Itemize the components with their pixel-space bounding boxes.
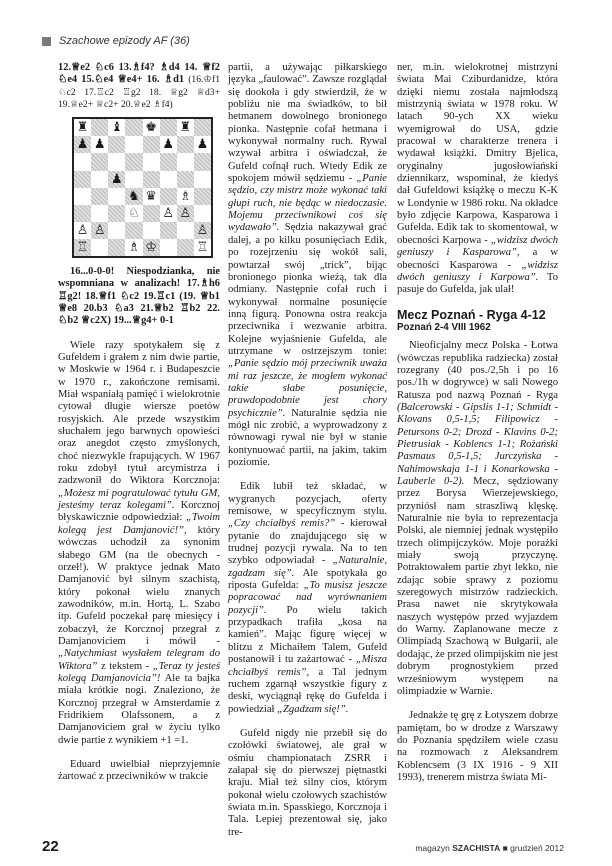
text: To pasuje do Gufelda, jak ulał! (397, 271, 558, 296)
paragraph (397, 340, 558, 698)
board-square (91, 239, 108, 256)
column-3 (397, 62, 558, 784)
chess-piece-icon: ♟ (93, 137, 106, 153)
board-square (160, 171, 177, 188)
magazine-prefix: magazyn (415, 843, 450, 853)
chess-piece-icon: ♙ (162, 205, 175, 221)
text: Po wielu takich przypadkach trafiła „kosa na kamień”. Mając figurę więcej w blitzu z Michaiłem Talem, Gufeld postanowił i tu zażartować - (228, 604, 388, 666)
quote: „Możesz mi pogratulować tytułu GM, jesteśmy teraz kolegami”. (58, 487, 220, 512)
text: ner, m.in. wielokrotnej mistrzyni świata Mai Cziburdanidze, która dzięki niemu została najmłodszą mistrzynią świata w 1978 roku. W latach 90-ych XX wieku wyemigrował do USA, gdzie pracował w charakterze trenera i wydawał książki. Dmitry Bjelica, oryginalny jugosłowiański dziennikarz, wspominał, że kiedyś dał Gufeldowi książkę o meczu K-K w Londynie w 1986 roku. Na okładce było zdjęcie Karpowa, Kasparowa i Gufelda. Edik tak to skomentował, w obecności Karpowa - (397, 62, 558, 246)
board-square (160, 153, 177, 170)
quote: „Twoim kolegą jest Damjanović!”, (58, 512, 220, 536)
column-2 (228, 62, 387, 839)
board-square (74, 188, 91, 205)
chess-piece-icon: ♟ (110, 171, 123, 187)
paragraph: Gufeld nigdy nie przebił się do czołówki światowej, ale grał w ośmiu championatach ZSRR i załapał się do pierwszej piętnastki kraju. Miał też silny cios, którym pokonał wielu czołowych szachistów świata m.in. Spasskiego, Korcznoja i Tala. Lepiej prezentował się, jako tre- (228, 727, 387, 838)
text: Naturalnie sędzia nie mógł nic zrobić, a wyprowadzony z równowagi rywal nie był w stanie kontynuować partii, na jakim, takim poziomie. (228, 407, 387, 468)
board-square (91, 136, 108, 153)
text: Ale spotykała go riposta Gufelda: (228, 567, 387, 592)
quote: „Zgadzam się!”. (277, 703, 349, 715)
board-square (194, 119, 211, 136)
section-subtitle: Poznań 2-4 VIII 1962 (397, 321, 491, 333)
column-1 (58, 62, 220, 784)
board-square (74, 153, 91, 170)
board-square (194, 153, 211, 170)
chess-piece-icon: ♟ (196, 137, 209, 153)
quote: „Naturalnie, zgadzam się”. (228, 555, 388, 579)
chess-piece-icon: ♙ (179, 205, 192, 221)
board-square (74, 205, 91, 222)
text: Nieoficjalny mecz Polska - Łotwa (wówczas republika radziecka) został rozegrany (40 pos./2,5h i po 16 pos./1h w dogrywce) w sali Nowego Ratusza pod nazwą Poznań - Ryga (397, 340, 558, 401)
chess-piece-icon: ♛ (145, 188, 157, 204)
board-square (177, 119, 194, 136)
text: Sędzia nakazywał grać dalej, a po kilku posunięciach Edik, po rozejrzeniu się wokół sali, powtarzał swój „trick”, bijąc bronionego pionka wieżą, tak dla odmiany. Następnie cofał ruch i wykonywał normalne posunięcie inną figurą. Ponowna ostra reakcja przeciwnika i wezwanie arbitra. Kolejne wyjaśnienie Gufelda, ale utrzymane w ostrzejszym tonie: (228, 222, 387, 357)
footer-magazine (415, 843, 564, 853)
paragraph: Jednakże tę grę z Łotyszem dobrze pamiętam, bo w drodze z Warszawy do Poznania spędziłem wiele czasu na rozmowach z Aleksandrem Koblencsem (3 IX 1916 - 9 XII 1993), trenerem mistrza świata Mi- (397, 710, 558, 783)
board-square (125, 205, 142, 222)
running-header (42, 35, 190, 47)
board-square (91, 153, 108, 170)
chess-piece-icon: ♗ (128, 240, 140, 256)
quote: „Panie sędzio mój przeciwnik uważa mi raz jeszcze, że mogłem wykonać takie słabe posunięcie, prawdopodobnie jest chory psychicznie”. (228, 358, 387, 419)
paragraph (397, 62, 558, 297)
board-square (160, 188, 177, 205)
page-number: 22 (42, 838, 59, 855)
header-square-icon (42, 37, 51, 46)
game-moves-continuation: 16...0-0-0! Niespodzianka, nie wspomniana w analizach! 17.♗h6 ♖g2! 18.♕f1 ♘c2 19.♖c1 (19. ♕b1 ♕e8 20.b3 ♘a3 21.♕b2 ♖b2 22. ♘b2 ♕c2X) 19...♕g4+ 0-1 (58, 266, 220, 327)
board-square (74, 119, 91, 136)
board-square (108, 205, 125, 222)
chess-piece-icon: ♟ (162, 137, 175, 153)
text: Ale ta bajka miała krótkie nogi. Znaleziono, że Korcznoj przegrał w Amsterdamie z Fridrikiem Olafssonem, a z Damjanoviciem grał w życiu tylko dwie partie z wynikiem +1 =1. (58, 672, 220, 746)
magazine-name: SZACHISTA (452, 843, 501, 853)
chess-piece-icon: ♙ (93, 223, 106, 238)
chess-piece-icon: ♘ (128, 205, 140, 221)
board-square (143, 136, 160, 153)
moves-note: (16.♔f1 ♘c2 17.♖c2 ♖g2 18. ♕g2 ♕d3+ 19.♕e2+ ♕c2+ 20.♕e2 ♗f4) (58, 74, 220, 110)
board-square (177, 136, 194, 153)
text: Edik lubił też składać, w wygranych pozycjach, oferty remisowe, w specyficznym stylu. (228, 481, 387, 518)
board-square (143, 119, 160, 136)
board-square (125, 239, 142, 256)
board-square (177, 171, 194, 188)
board-square (108, 153, 125, 170)
text: Wiele razy spotykałem się z Gufeldem i grałem z nim dwie partie, w Moskwie w 1964 r. i Budapeszcie w 1970 r., zakończone remisami. Miał wspaniałą pamięć i wielokrotnie cytował długie wiersze poetów rosyjskich. Ale przede wszystkim słuchałem jego barwnych opowieści oraz anegdot często zmyślonych, choć niezwykle frapujących. W 1967 roku zdobył tytuł arcymistrza i zadzwonił do Wiktora Korcznoja: (58, 339, 220, 487)
board-square (177, 239, 194, 256)
quote: „Misza chciałbyś remis”, (228, 654, 387, 678)
issue-date: grudzień 2012 (510, 843, 564, 853)
board-square (194, 222, 211, 239)
board-square (143, 222, 160, 239)
board-square (194, 205, 211, 222)
board-square (177, 222, 194, 239)
paragraph (228, 481, 387, 716)
chess-piece-icon: ♗ (179, 188, 192, 204)
footer-bullet-icon: ■ (502, 843, 508, 853)
paragraph (228, 62, 387, 469)
header-title: Szachowe epizody AF (36) (59, 35, 190, 47)
board-square (143, 171, 160, 188)
board-square (194, 136, 211, 153)
board-square (91, 171, 108, 188)
text: z tekstem - (100, 660, 150, 672)
chess-piece-icon: ♜ (76, 120, 89, 136)
board-square (125, 188, 142, 205)
chess-piece-icon: ♞ (128, 188, 140, 204)
board-square (108, 188, 125, 205)
chess-diagram (72, 117, 213, 258)
board-square (125, 171, 142, 188)
board-square (143, 205, 160, 222)
board-square (125, 153, 142, 170)
quote: „Czy chciałbyś remis?” (228, 518, 336, 530)
quote: „Panie sędzio, czy mistrz może wykonać taki głupi ruch, nie będąc w niedoczasie. Mojemu przeciwnikowi coś się wydawało”. (228, 173, 388, 234)
board-square (143, 153, 160, 170)
quote: „To musisz jeszcze popracować nad wyrównaniem pozycji”. (228, 580, 387, 616)
board-square (74, 222, 91, 239)
board-square (160, 119, 177, 136)
quote: „widzisz dwóch geniuszy i Kasparowa”, (397, 234, 558, 259)
section-title: Mecz Poznań - Ryga 4-12 (397, 307, 546, 322)
chess-piece-icon: ♟ (76, 137, 89, 153)
board-square (108, 222, 125, 239)
board-square (177, 205, 194, 222)
paragraph (58, 340, 220, 747)
chess-piece-icon: ♙ (196, 223, 209, 238)
text: a w obecności Kasparowa - (397, 247, 558, 271)
board-square (160, 136, 177, 153)
text: a Tal jednym ruchem zgarnął wszystkie figury z deski, wyciągnął rękę do Gufelda i powiedział (228, 666, 387, 715)
paragraph: Eduard uwielbiał nieprzyjemnie żartować z przeciwników w trakcie (58, 759, 220, 783)
chess-piece-icon: ♜ (179, 120, 192, 136)
text: Mecz, sędziowany przez Borysa Wierzejewskiego, przyniósł nam straszliwą klęskę. Naturalnie nie była to reprezentacja Polski, ale niemniej jednak występiło trzech olimpijczyków. Moje porażki miały swoją przyczynę. Potraktowałem partie zbyt lekko, nie zdając sobie sprawy z poziomu szeregowych mistrzów radzieckich. Prasa nawet nie skrytykowała naszych występów przed wyjazdem do Warny. Zaplanowane mecze z Olimpiadą Szachową w Bułgarii, ale dodając, że przed olimpijskim nie jest dobrym prognostykiem przed wrześniowym występem na olimpiadzie w Warnie. (397, 476, 558, 697)
quote: „Teraz ty jesteś kolegą Damjanovicia”! (58, 660, 220, 684)
text: - kierował pytanie do znajdującego się w trudnej pozycji rywala. Na to ten szybko odpowiadał - (228, 518, 388, 567)
chess-piece-icon: ♔ (145, 240, 157, 256)
board-square (177, 188, 194, 205)
text: partii, a używając piłkarskiego języka „faulować”. Zawsze rozglądał się dookoła i gdy stwierdził, że w pobliżu nie ma świadków, to bił hetmanem dowolnego bronionego pionka. Następnie cofał hetmana i wykonywał normalny ruch. Rywal wzywał arbitra i oświadczał, że Gufeld cofnął ruch. Wtedy Edik ze spokojem mówił sędziemu - (228, 62, 387, 185)
game-moves (58, 62, 220, 111)
board-square (108, 136, 125, 153)
board-square (108, 239, 125, 256)
moves-main: 12.♕e2 ♘c6 13.♗f4? ♗d4 14. ♕f2 ♘e4 15.♘e4 ♕e4+ 16. ♗d1 (58, 62, 220, 86)
quote: „widzisz dwóch geniuszy i Karpowa”. (397, 259, 558, 283)
board-square (74, 136, 91, 153)
board-square (177, 153, 194, 170)
board-square (143, 239, 160, 256)
chess-piece-icon: ♚ (145, 120, 157, 136)
quote: (Balcerowski - Gipslis 1-1; Schmidt - Klovans 0,5-1,5; Filipowicz - Petursons 0-2; Drozd - Klavins 0-2; Pietrusiak - Koblencs 1-1; Rożański Pasmaus 0,5-1,5; Jurczyńska - Nahimowskaja 1-1 i Konarkowska - Lauberle 0-2). (397, 401, 558, 487)
board-square (91, 205, 108, 222)
board-square (194, 239, 211, 256)
quote: „Natychmiast wysłałem telegram do Wiktora” (58, 648, 220, 672)
chess-piece-icon: ♖ (196, 240, 209, 256)
board-square (108, 119, 125, 136)
text: Korcznoj błyskawicznie odpowiedział: (58, 500, 220, 524)
board-square (74, 239, 91, 256)
board-square (125, 136, 142, 153)
board-square (143, 188, 160, 205)
board-square (91, 222, 108, 239)
board-square (125, 222, 142, 239)
board-square (194, 171, 211, 188)
board-square (91, 188, 108, 205)
board-square (160, 222, 177, 239)
text: który wówczas uchodził za synonim słabego GM (na tle obecnych - orzeł!). W praktyce jednak Mato Damjanović był silnym szachistą, który pokonał wielu znanych zawodników, m.in. Hortą, L. Szabo itp. Gufeld poczekał parę miesięcy i zobaczył, że Korcznoj przegrał z Damjanoviciem i mówił - (58, 524, 221, 647)
board-square (125, 119, 142, 136)
board-square (74, 171, 91, 188)
board-square (160, 239, 177, 256)
chess-piece-icon: ♝ (110, 120, 123, 136)
chess-piece-icon: ♙ (76, 223, 89, 238)
board-square (108, 171, 125, 188)
board-square (160, 205, 177, 222)
chess-piece-icon: ♖ (76, 240, 89, 256)
board-square (194, 188, 211, 205)
board-square (91, 119, 108, 136)
